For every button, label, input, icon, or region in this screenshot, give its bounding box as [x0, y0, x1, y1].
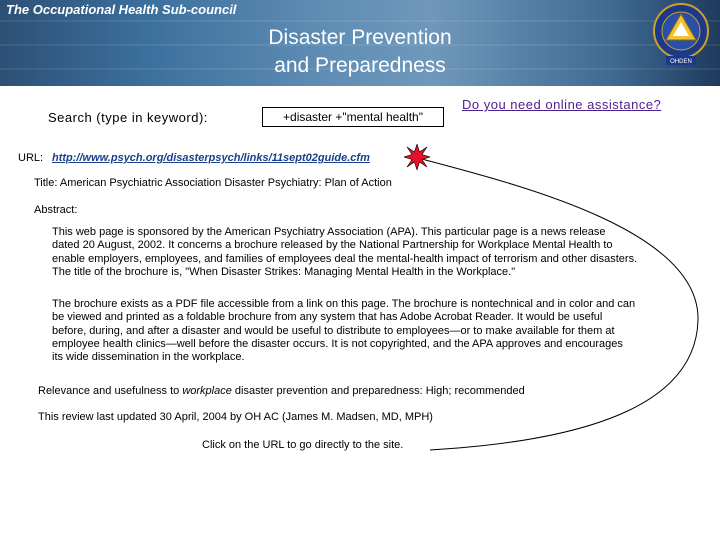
- updated-value: 30 April, 2004 by OH AC (James M. Madsen, MD, MPH): [156, 411, 433, 423]
- search-label: Search (type in keyword):: [48, 110, 208, 125]
- title-value: American Psychiatric Association Disaster Psychiatry: Plan of Action: [59, 177, 392, 189]
- abstract-paragraph-2: [52, 298, 702, 364]
- abstract-paragraph-1: [52, 226, 702, 279]
- relevance-label-post: disaster prevention and preparedness: [231, 385, 420, 397]
- online-assistance-link[interactable]: Do you need online assistance?: [462, 97, 662, 112]
- page-title-line1: Disaster Prevention: [268, 26, 452, 49]
- relevance-line: [38, 385, 525, 397]
- url-label: URL:: [18, 152, 44, 164]
- updated-label: This review last updated: [38, 411, 157, 423]
- title-label: Title:: [34, 177, 58, 189]
- last-updated-line: [38, 411, 433, 423]
- abstract-line: enable employers, employees, and families of employees deal the mental-health impact of terrorism and other disasters.: [52, 252, 638, 265]
- abstract-line: be viewed and printed as a foldable brochure from any system that has Adobe Acrobat Reader. It would be useful: [52, 311, 603, 324]
- resource-title: [34, 177, 392, 189]
- abstract-line: employee health clinics—well before the disaster occurs. It is not copyrighted, and the APA approves and encourages: [52, 337, 623, 350]
- click-url-note: Click on the URL to go directly to the site.: [202, 439, 404, 451]
- abstract-heading: Abstract:: [34, 204, 78, 216]
- page-title-line2: and Preparedness: [274, 54, 446, 77]
- search-input[interactable]: +disaster +"mental health": [262, 107, 444, 127]
- starburst-icon: [404, 144, 430, 170]
- abstract-line: its wide dissemination in the workplace.: [52, 351, 245, 364]
- relevance-label-em: workplace: [182, 385, 232, 397]
- abstract-line: The title of the brochure is, "When Disaster Strikes: Managing Mental Health in the Workplace.": [52, 265, 516, 278]
- abstract-line: This web page is sponsored by the American Psychiatry Association (APA). This particular page is a news release: [52, 226, 606, 238]
- abstract-line: before, during, and after a disaster and would be useful to distribute to employees—or to make available for them at: [52, 324, 615, 337]
- relevance-label-pre: Relevance and usefulness to: [38, 385, 183, 397]
- abstract-line: dated 20 August, 2002. It concerns a brochure released by the National Partnership for Workplace Mental Health to: [52, 239, 613, 252]
- svg-text:OHDEN: OHDEN: [670, 59, 692, 65]
- sub-council-title: The Occupational Health Sub-council: [6, 2, 237, 17]
- url-link[interactable]: http://www.psych.org/disasterpsych/links/11sept02guide.cfm: [52, 152, 370, 164]
- relevance-value: : High; recommended: [419, 385, 525, 397]
- abstract-line: The brochure exists as a PDF file accessible from a link on this page. The brochure is nontechnical and in color and can: [52, 298, 636, 310]
